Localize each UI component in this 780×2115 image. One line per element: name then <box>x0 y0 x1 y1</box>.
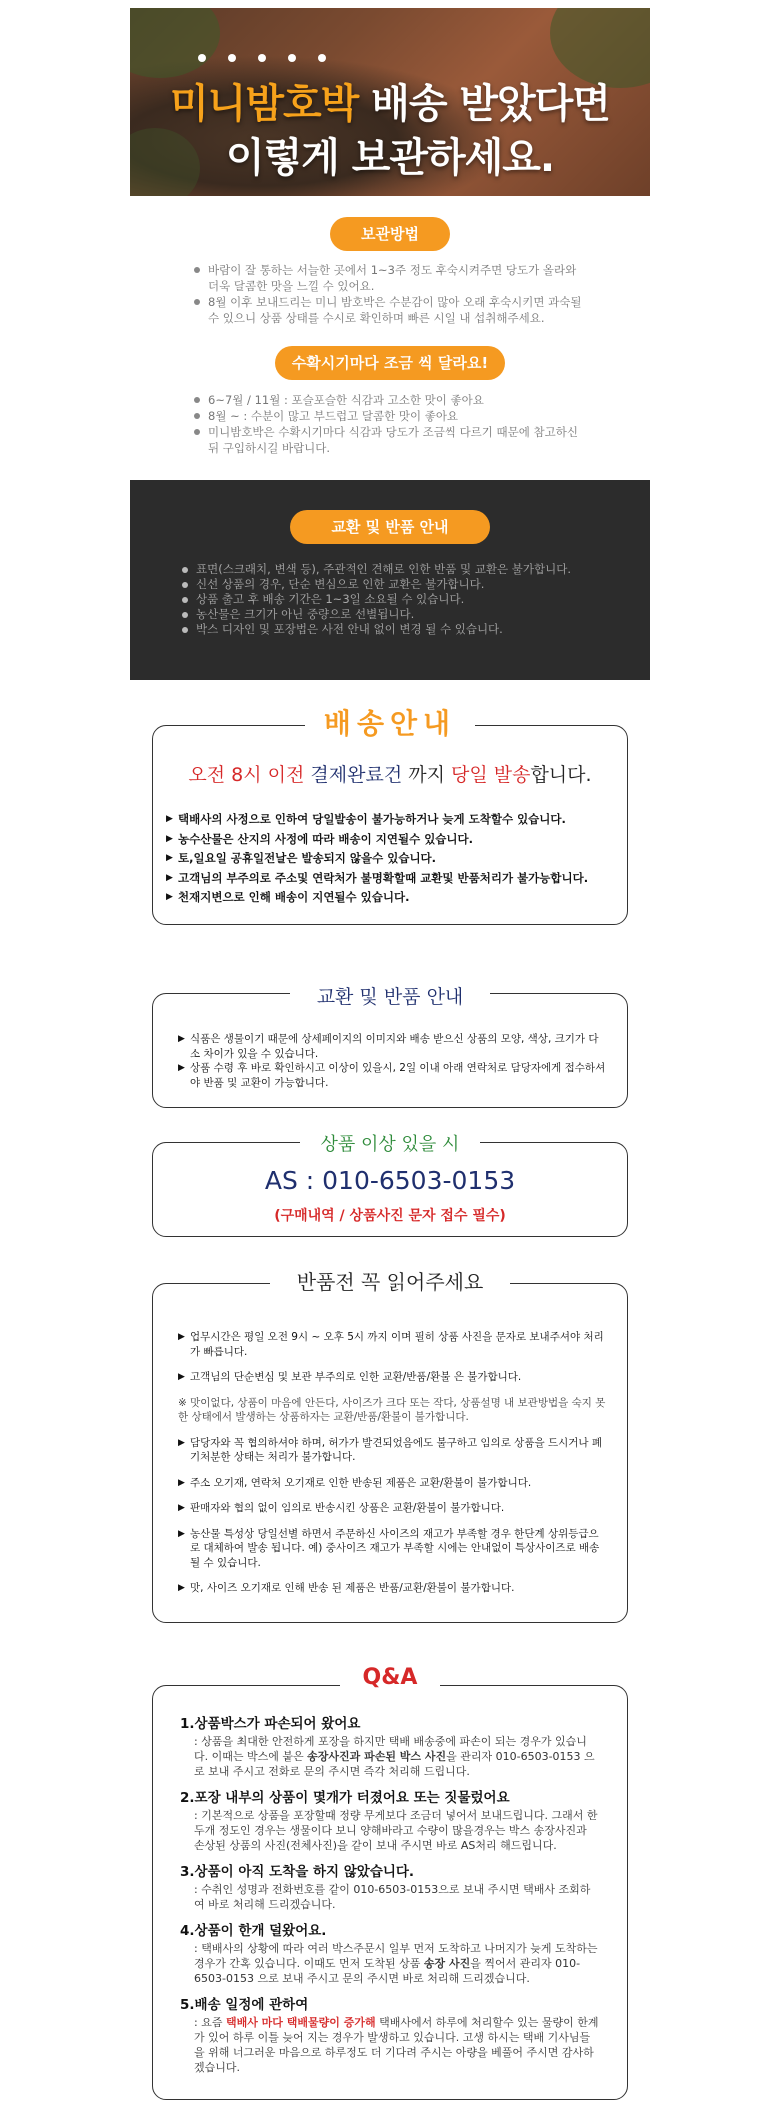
list-item: 표면(스크래치, 변색 등), 주관적인 견해로 인한 반품 및 교환은 불가합니다. <box>178 562 618 577</box>
delivery-list <box>166 810 622 908</box>
list-item: ▶ 상품 수령 후 바로 확인하시고 이상이 있을시, 2일 이내 아래 연락처로 담당자에게 접수하셔야 반품 및 교환이 가능합니다. <box>178 1061 608 1090</box>
qa-answer: : 상품을 최대한 안전하게 포장을 하지만 택배 배송중에 파손이 되는 경우가 있습니다. 이때는 박스에 붙은 송장사진과 파손된 박스 사진을 관리자 010-6503-0153 으로 보내 주시고 전화로 문의 주시면 즉각 처리해 드립니다. <box>194 1735 595 1778</box>
qa-question: 1.상품박스가 파손되어 왔어요 <box>180 1716 361 1732</box>
list-item: 바람이 잘 통하는 서늘한 곳에서 1~3주 정도 후숙시켜주면 당도가 올라와 더욱 달콤한 맛을 느낄 수 있어요. <box>190 262 590 294</box>
qa-question: 2.포장 내부의 상품이 몇개가 터졌어요 또는 짓물렀어요 <box>180 1790 510 1806</box>
list-item: ▶ 주소 오기재, 연락처 오기재로 인한 반송된 제품은 교환/환불이 불가합니다. <box>178 1476 608 1491</box>
list-item: ▶ 농수산물은 산지의 사정에 따라 배송이 지연될수 있습니다. <box>166 830 622 850</box>
hero-subtitle: 이렇게 보관하세요. <box>225 135 555 181</box>
list-item: ▶ 담당자와 꼭 협의하셔야 하며, 허가가 발견되었음에도 불구하고 임의로 상품을 드시거나 폐기처분한 상태는 처리가 불가합니다. <box>178 1436 608 1465</box>
qa-question: 4.상품이 한개 덜왔어요. <box>180 1923 327 1939</box>
as-phone: AS : 010-6503-0153 <box>264 1166 516 1195</box>
before-return-title: 반품전 꼭 읽어주세요 <box>270 1266 510 1295</box>
list-item: 6~7월 / 11월 : 포슬포슬한 식감과 고소한 맛이 좋아요 <box>190 392 590 408</box>
hero-title: 미니밤호박 배송 받았다면 <box>170 81 610 127</box>
list-item: ▶ 농산물 특성상 당일선별 하면서 주문하신 사이즈의 재고가 부족할 경우 한단계 상위등급으로 대체하여 발송 됩니다. 예) 중사이즈 재고가 부족할 시에는 안내없이 특상사이즈로 배송될 수 있습니다. <box>178 1527 608 1571</box>
qa-answer: : 수취인 성명과 전화번호를 같이 010-6503-0153으로 보내 주시면 택배사 조회하여 바로 처리해 드리겠습니다. <box>194 1883 591 1911</box>
before-return-list <box>178 1330 608 1596</box>
qa-answer: : 요즘 택배사 마다 택배물량이 증가해 택배사에서 하루에 처리할수 있는 물량이 한계가 있어 하루 이틀 늦어 지는 경우가 발생하고 있습니다. 고생 하시는 택배 기사님들을 위해 너그러운 마음으로 하루정도 더 기다려 주시는 아량을 베풀어 주시면 감사하겠습니다. <box>194 2016 599 2074</box>
list-item: ▶ 맛, 사이즈 오기재로 인해 반송 된 제품은 반품/교환/환불이 불가합니다. <box>178 1581 608 1596</box>
qa-question: 5.배송 일정에 관하여 <box>180 1997 309 2013</box>
storage-list <box>190 262 590 326</box>
qa-answer: : 기본적으로 상품을 포장할때 정량 무게보다 조금더 넣어서 보내드립니다. 그래서 한두개 정도인 경우는 생물이다 보니 양해바라고 수량이 많을경우는 박스 송장사진과 손상된 상품의 사진(전체사진)을 같이 보내 주시면 바로 AS처리 해드립니다. <box>194 1809 598 1852</box>
delivery-title: 배송안내 <box>305 702 475 742</box>
as-note: (구매내역 / 상품사진 문자 접수 필수) <box>274 1208 506 1224</box>
as-title: 상품 이상 있을 시 <box>300 1130 480 1156</box>
delivery-headline: 오전 8시 이전 결제완료건 까지 당일 발송합니다. <box>188 764 592 786</box>
list-item: ▶ 고객님의 단순변심 및 보관 부주의로 인한 교환/반품/환불 은 불가합니다. <box>178 1370 608 1385</box>
exchange-dark-list <box>178 562 618 637</box>
list-item: ▶ 토,일요일 공휴일전날은 발송되지 않을수 있습니다. <box>166 849 622 869</box>
exchange-dark-band <box>130 480 650 680</box>
decor-dots <box>198 54 326 62</box>
qa-answer: : 택배사의 상황에 따라 여러 박스주문시 일부 먼저 도착하고 나머지가 늦게 도착하는 경우가 간혹 있습니다. 이때도 먼저 도착된 상품 송장 사진을 찍어서 관리자 010-6503-0153 으로 보내 주시고 문의 주시면 바로 처리해 드리겠습니다. <box>194 1942 598 1985</box>
list-item: ▶ 고객님의 부주의로 주소및 연락처가 불명확할때 교환및 반품처리가 불가능합니다. <box>166 869 622 889</box>
list-item: 8월 ~ : 수분이 많고 부드럽고 달콤한 맛이 좋아요 <box>190 408 590 424</box>
list-item: ▶ 택배사의 사정으로 인하여 당일발송이 불가능하거나 늦게 도착할수 있습니다. <box>166 810 622 830</box>
storage-pill: 보관방법 <box>330 217 450 251</box>
exchange-list <box>178 1032 608 1090</box>
harvest-list <box>190 392 590 456</box>
qa-question: 3.상품이 아직 도착을 하지 않았습니다. <box>180 1864 415 1880</box>
hero-banner <box>130 8 650 196</box>
list-item: 미니밤호박은 수확시기마다 식감과 당도가 조금씩 다르기 때문에 참고하신 뒤 구입하시길 바랍니다. <box>190 424 590 456</box>
list-item: ▶ 업무시간은 평일 오전 9시 ~ 오후 5시 까지 이며 필히 상품 사진을 문자로 보내주셔야 처리가 빠릅니다. <box>178 1330 608 1359</box>
list-item: ▶ 식품은 생물이기 때문에 상세페이지의 이미지와 배송 받으신 상품의 모양, 색상, 크기가 다소 차이가 있을 수 있습니다. <box>178 1032 608 1061</box>
list-item: ▶ 천재지변으로 인해 배송이 지연될수 있습니다. <box>166 888 622 908</box>
list-item: ※ 맛이없다, 상품이 마음에 안든다, 사이즈가 크다 또는 작다, 상품설명 내 보관방법을 숙지 못한 상태에서 발생하는 상품하자는 교환/반품/환불이 불가합니다. <box>178 1396 606 1423</box>
exchange-title: 교환 및 반품 안내 <box>290 982 490 1009</box>
list-item: 박스 디자인 및 포장법은 사전 안내 없이 변경 될 수 있습니다. <box>178 622 618 637</box>
list-item: 상품 출고 후 배송 기간은 1~3일 소요될 수 있습니다. <box>178 592 618 607</box>
exchange-pill: 교환 및 반품 안내 <box>290 510 490 544</box>
list-item: 신선 상품의 경우, 단순 변심으로 인한 교환은 불가합니다. <box>178 577 618 592</box>
qa-title: Q&A <box>340 1665 440 1690</box>
list-item: ▶ 판매자와 협의 없이 임의로 반송시킨 상품은 교환/환불이 불가합니다. <box>178 1501 608 1516</box>
list-item: 8월 이후 보내드리는 미니 밤호박은 수분감이 많아 오래 후숙시키면 과숙될 수 있으니 상품 상태를 수시로 확인하며 빠른 시일 내 섭취해주세요. <box>190 294 590 326</box>
qa-list <box>180 1705 600 2075</box>
harvest-pill: 수확시기마다 조금 씩 달라요! <box>275 346 505 380</box>
list-item: 농산물은 크기가 아닌 중량으로 선별됩니다. <box>178 607 618 622</box>
